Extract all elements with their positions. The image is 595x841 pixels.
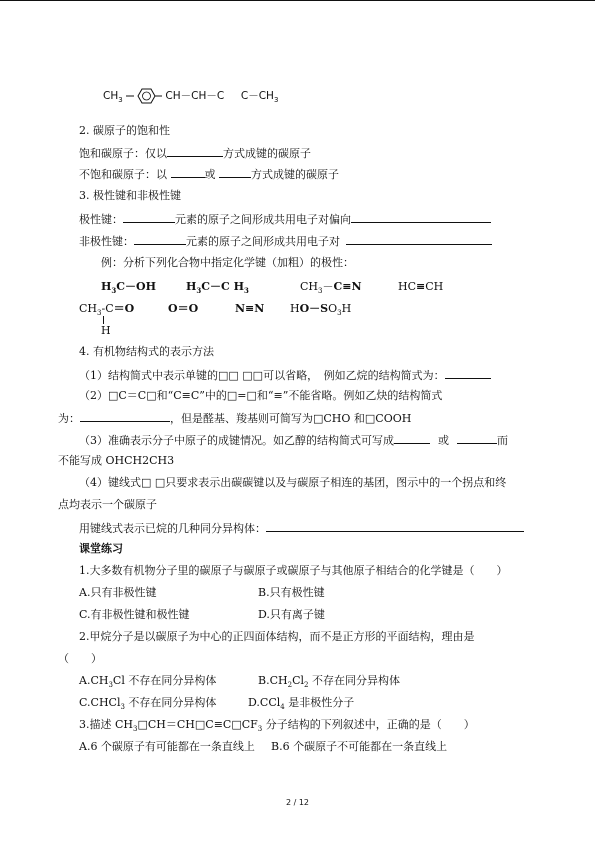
top-rule: [0, 0, 595, 1]
q2-opt-c: C.CHCl$_3$ 不存在同分异构体: [79, 696, 217, 712]
q1-opt-b: B.只有极性键: [258, 586, 325, 599]
s2-saturated-line: 饱和碳原子：仅以 方式成键的碳原子: [79, 147, 311, 160]
blank: [445, 367, 491, 379]
s4-p4: （4）键线式□ □只要求表示出碳碳键以及与碳原子相连的基团，图示中的一个拐点和终: [79, 476, 507, 489]
q1-opt-a: A.只有非极性键: [79, 586, 157, 599]
blank: [134, 233, 186, 245]
compound-5: $CH_3-C=O$: [79, 302, 135, 318]
q1-opt-d: D.只有离子键: [258, 608, 325, 621]
q3-stem: 3.描述 $CH_3□CH=CH□C\equiv C□CF_3$ 分子结构的下列叙述中，正确的是（ ）: [79, 718, 475, 734]
struct-right: C－CH: [240, 90, 274, 102]
blank: [80, 410, 170, 422]
benzene-ring-icon: [126, 86, 162, 106]
q3-opt-b: B.6 个碳原子不可能都在一条直线上: [271, 740, 448, 753]
s4-p4-isomers: 用键线式表示已烷的几种同分异构体：: [79, 520, 524, 536]
page-number: 2 / 12: [285, 798, 310, 807]
blank: [351, 211, 491, 223]
s4-title: 4. 有机物结构式的表示方法: [79, 345, 214, 358]
s2-title: 2. 碳原子的饱和性: [79, 124, 170, 137]
blank: [171, 166, 205, 178]
structure-formula: $CH_3$ CH－CH－C $C-CH_3$: [103, 86, 278, 106]
struct-middle: CH－CH－C: [165, 90, 225, 102]
s4-p2: （2）□C＝C□和“C≡C”中的□=□和“≡”不能省略。例如乙炔的结构简式: [79, 389, 443, 402]
compound-3: $CH_3-C\equiv N$: [300, 280, 362, 296]
s4-p1: （1）结构简式中表示单键的□□ □□可以省略， 例如乙烷的结构简式为：: [79, 367, 491, 383]
q3-opt-a: A.6 个碳原子有可能都在一条直线上: [79, 740, 255, 753]
q2-stem: 2.甲烷分子是以碳原子为中心的正四面体结构，而不是正方形的平面结构，理由是: [79, 630, 475, 643]
practice-title: 课堂练习: [79, 542, 123, 555]
blank: [219, 166, 251, 178]
struct-left: CH: [103, 90, 119, 102]
s3-polar-line: 极性键： 元素的原子之间形成共用电子对偏向: [79, 211, 491, 227]
compound-1: $H_3C-OH$: [101, 280, 157, 296]
s2-unsaturated-line: 不饱和碳原子：以 或 方式成键的碳原子: [79, 168, 339, 181]
compound-8: $HO-SO_3H$: [290, 302, 352, 318]
blank: [394, 432, 430, 444]
q2-paren: （ ）: [58, 652, 102, 665]
q2-opt-a: $A.CH_3Cl$ 不存在同分异构体: [79, 674, 217, 690]
q1-stem: 1.大多数有机物分子里的碳原子与碳原子或碳原子与其他原子相结合的化学键是（ ）: [79, 564, 508, 577]
s4-p3-cont: 不能写成 OHCH2CH3: [58, 454, 175, 467]
compound-7: N≡N: [235, 302, 265, 315]
blank: [346, 233, 492, 245]
blank: [457, 432, 497, 444]
q1-opt-c: C.有非极性键和极性键: [79, 608, 190, 621]
compound-4: HC≡CH: [398, 280, 444, 293]
q2-opt-d: D.CCl$_4$ 是非极性分子: [248, 696, 355, 712]
blank: [123, 211, 175, 223]
s3-title: 3. 极性键和非极性键: [79, 189, 181, 202]
q2-opt-b: $B.CH_2Cl_2$ 不存在同分异构体: [258, 674, 400, 690]
compound-6: O＝O: [168, 302, 199, 315]
s4-p4-cont: 点均表示一个碳原子: [58, 498, 157, 511]
blank: [266, 520, 524, 532]
s3-example: 例：分析下列化合物中指定化学键（加粗）的极性：: [101, 256, 354, 269]
s3-nonpolar-line: 非极性键： 元素的原子之间形成共用电子对: [79, 233, 492, 249]
s4-p2-cont: 为： ，但是醛基、羧基则可简写为□CHO 和□COOH: [58, 412, 412, 425]
compound-2: $H_3C-C$ $H_3$: [186, 280, 249, 296]
blank: [167, 145, 223, 157]
s4-p3: （3）准确表示分子中原子的成键情况。如乙醇的结构简式可写成 或 而: [79, 434, 508, 447]
